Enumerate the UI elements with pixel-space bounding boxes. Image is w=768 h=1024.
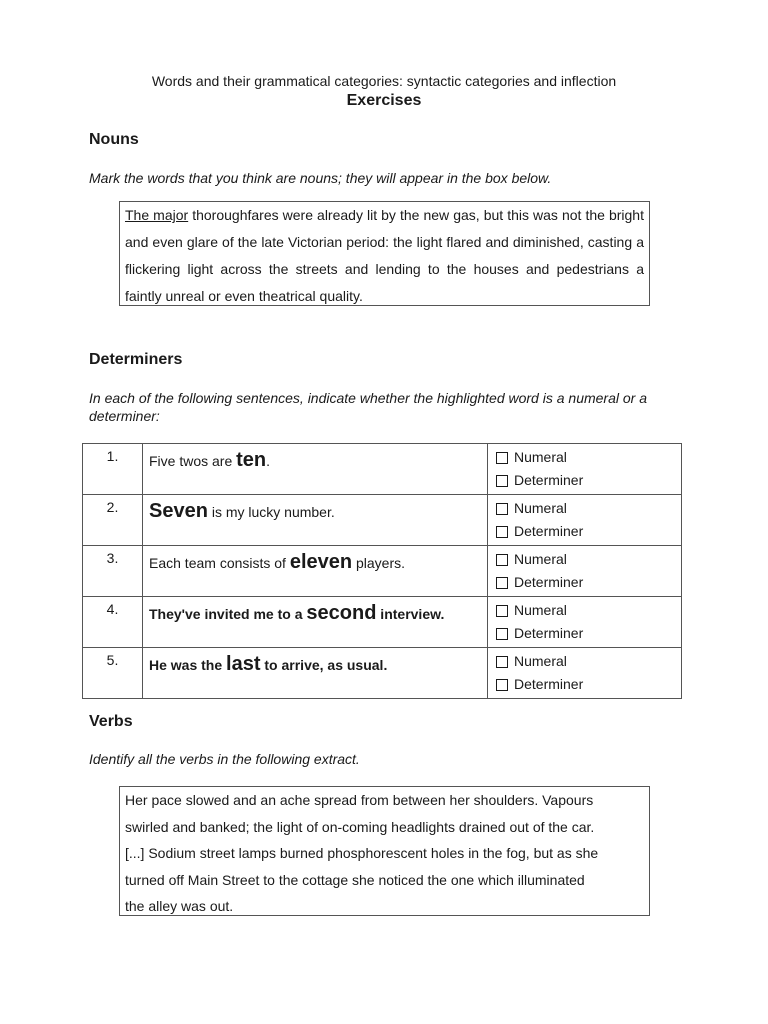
table-row [83, 495, 682, 546]
verbs-passage-line[interactable]: the alley was out. [125, 898, 234, 914]
sentence-text: Each team consists of [149, 555, 290, 571]
verbs-instruction: Identify all the verbs in the following extract. [89, 751, 360, 767]
checkbox-determiner[interactable] [496, 475, 508, 487]
verbs-heading: Verbs [89, 713, 133, 730]
row-number: 3. [83, 546, 143, 597]
table-row [83, 546, 682, 597]
checkbox-numeral[interactable] [496, 656, 508, 668]
nouns-passage-underlined[interactable]: The major [125, 207, 189, 223]
sentence-text: He was the [149, 657, 227, 673]
determiner-label: Determiner [514, 574, 584, 590]
nouns-passage-box[interactable] [119, 201, 650, 306]
determiner-label: Determiner [514, 472, 584, 488]
sentence-text: They've invited me to a [149, 606, 307, 622]
determiner-label: Determiner [514, 676, 584, 692]
row-sentence [143, 495, 488, 546]
highlighted-word: last [226, 653, 261, 675]
checkbox-determiner[interactable] [496, 628, 508, 640]
row-number: 2. [83, 495, 143, 546]
determiner-option[interactable] [496, 571, 681, 594]
row-options [488, 495, 682, 546]
row-options [488, 648, 682, 699]
highlighted-word: second [306, 602, 377, 624]
document-title: Exercises [346, 92, 422, 109]
checkbox-numeral[interactable] [496, 503, 508, 515]
numeral-option[interactable] [496, 650, 681, 673]
table-row [83, 648, 682, 699]
determiner-option[interactable] [496, 520, 681, 543]
row-sentence [143, 597, 488, 648]
numeral-label: Numeral [514, 653, 567, 669]
determiner-option[interactable] [496, 673, 681, 696]
determiner-option[interactable] [496, 622, 681, 645]
sentence-text: is my lucky number. [207, 504, 335, 520]
sentence-text: interview. [376, 606, 445, 622]
checkbox-numeral[interactable] [496, 605, 508, 617]
numeral-option[interactable] [496, 497, 681, 520]
row-options [488, 444, 682, 495]
verbs-passage-line[interactable]: [...] Sodium street lamps burned phosphorescent holes in the fog, but as she [125, 845, 599, 861]
numeral-label: Numeral [514, 602, 567, 618]
determiner-label: Determiner [514, 523, 584, 539]
verbs-passage-box[interactable] [119, 786, 650, 916]
numeral-label: Numeral [514, 551, 567, 567]
determiner-label: Determiner [514, 625, 584, 641]
checkbox-determiner[interactable] [496, 679, 508, 691]
checkbox-numeral[interactable] [496, 452, 508, 464]
determiners-heading: Determiners [89, 351, 183, 368]
checkbox-numeral[interactable] [496, 554, 508, 566]
nouns-instruction: Mark the words that you think are nouns; they will appear in the box below. [89, 170, 552, 186]
row-sentence [143, 546, 488, 597]
row-sentence [143, 648, 488, 699]
numeral-label: Numeral [514, 449, 567, 465]
highlighted-word: Seven [149, 500, 208, 522]
numeral-option[interactable] [496, 599, 681, 622]
checkbox-determiner[interactable] [496, 577, 508, 589]
numeral-option[interactable] [496, 446, 681, 469]
sentence-text: players. [352, 555, 406, 571]
highlighted-word: eleven [289, 551, 353, 573]
highlighted-word: ten [236, 449, 267, 471]
checkbox-determiner[interactable] [496, 526, 508, 538]
row-number: 1. [83, 444, 143, 495]
determiners-table [82, 443, 682, 699]
numeral-option[interactable] [496, 548, 681, 571]
numeral-label: Numeral [514, 500, 567, 516]
determiner-option[interactable] [496, 469, 681, 492]
determiners-instruction: In each of the following sentences, indicate whether the highlighted word is a numeral or a determiner: [89, 390, 648, 424]
row-options [488, 546, 682, 597]
sentence-text: to arrive, as usual. [260, 657, 388, 673]
table-row [83, 597, 682, 648]
verbs-passage-line[interactable]: turned off Main Street to the cottage she noticed the one which illuminated [125, 871, 585, 888]
table-row [83, 444, 682, 495]
row-number: 4. [83, 597, 143, 648]
nouns-heading: Nouns [89, 131, 139, 148]
verbs-passage-line[interactable]: swirled and banked; the light of on-coming headlights drained out of the car. [125, 818, 595, 835]
row-options [488, 597, 682, 648]
row-sentence [143, 444, 488, 495]
verbs-passage-line[interactable]: Her pace slowed and an ache spread from between her shoulders. Vapours [125, 792, 594, 808]
row-number: 5. [83, 648, 143, 699]
sentence-text: . [266, 453, 271, 469]
nouns-passage-text[interactable]: thoroughfares were already lit by the new gas, but this was not the bright and even glare of the late Victorian period: the light flared and diminished, casting a flickering light across the streets and lending to the houses and pedestrians a faintly unreal or even theatrical quality. [125, 207, 644, 304]
sentence-text: Five twos are [149, 453, 237, 469]
document-subtitle: Words and their grammatical categories: syntactic categories and inflection [151, 73, 617, 89]
